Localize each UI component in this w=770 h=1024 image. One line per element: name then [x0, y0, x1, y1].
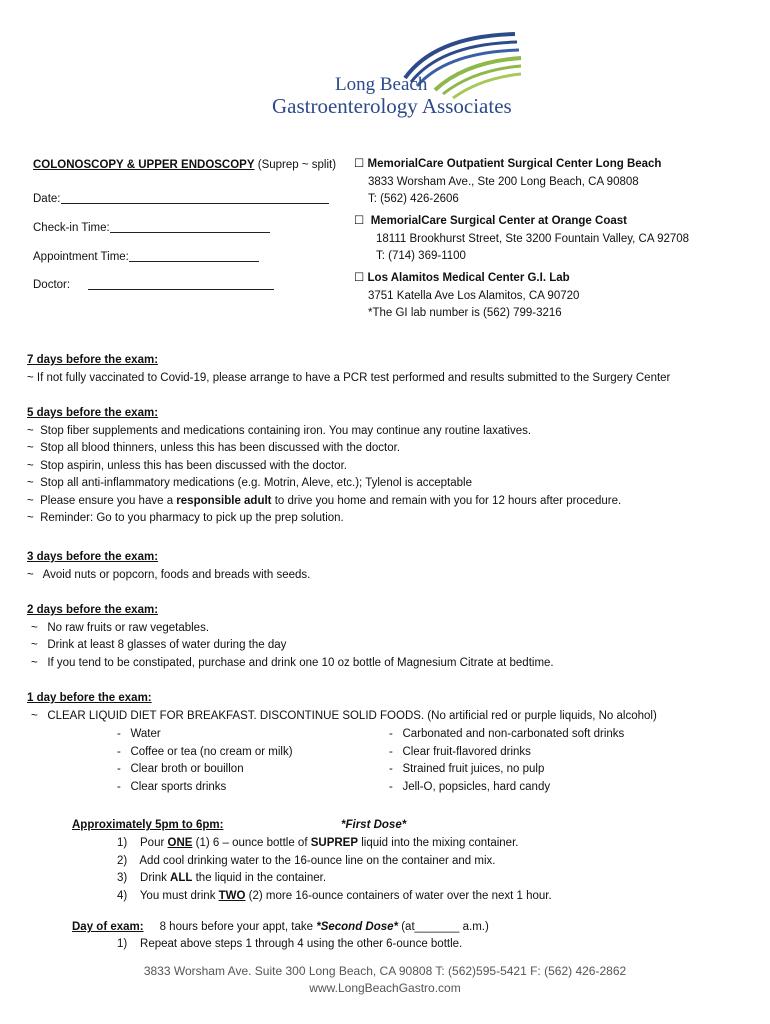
form-title [33, 157, 336, 175]
section-2-days [27, 602, 554, 672]
checkin-label: Check-in Time: [33, 222, 110, 234]
list-item: - Clear fruit-flavored drinks [389, 745, 531, 758]
list-item: ~ Stop fiber supplements and medications containing iron. You may continue any routine laxatives. [27, 424, 532, 437]
location-option-1[interactable] [354, 156, 661, 209]
list-item: ~ CLEAR LIQUID DIET FOR BREAKFAST. DISCONTINUE SOLID FOODS. (No artificial red or purple liquids, No alcohol) [31, 709, 657, 722]
first-dose-title: *First Dose* [341, 819, 407, 831]
date-label: Date: [33, 193, 61, 205]
checkbox-icon[interactable]: ☐ [354, 158, 365, 170]
list-item: - Water [117, 728, 161, 740]
doctor-field[interactable] [33, 277, 274, 295]
section-3-days [27, 549, 310, 584]
list-item: ~ If not fully vaccinated to Covid-19, please arrange to have a PCR test performed and results submitted to the Surgery Center [27, 371, 671, 384]
location-name: MemorialCare Outpatient Surgical Center Long Beach [367, 158, 662, 170]
location-option-3[interactable] [354, 270, 579, 323]
list-item: 2) Add cool drinking water to the 16-ounce line on the container and mix. [117, 854, 496, 867]
section-heading: 3 days before the exam: [27, 551, 159, 563]
list-item: - Clear sports drinks [117, 780, 227, 793]
logo-line-2: Gastroenterology Associates [272, 94, 512, 118]
list-item: 1) Pour ONE (1) 6 – ounce bottle of SUPREP liquid into the mixing container. [117, 837, 519, 849]
location-name: MemorialCare Surgical Center at Orange Coast [370, 215, 627, 227]
clear-liquids-left [117, 726, 293, 796]
location-phone: T: (714) 369-1100 [376, 250, 466, 262]
list-item: ~ Stop all blood thinners, unless this has been discussed with the doctor. [27, 442, 401, 454]
list-item: - Carbonated and non-carbonated soft drinks [389, 728, 625, 740]
section-1-day [27, 690, 657, 725]
location-address: 3833 Worsham Ave., Ste 200 Long Beach, CA 90808 [368, 175, 639, 188]
page-title: COLONOSCOPY & UPPER ENDOSCOPY [33, 159, 255, 171]
list-item: ~ Reminder: Go to you pharmacy to pick up the prep solution. [27, 512, 344, 524]
location-phone: T: (562) 426-2606 [368, 193, 459, 205]
section-heading: 5 days before the exam: [27, 407, 159, 419]
list-item: ~ If you tend to be constipated, purchase and drink one 10 oz bottle of Magnesium Citrate at bedtime. [31, 656, 554, 669]
location-address: 3751 Katella Ave Los Alamitos, CA 90720 [368, 289, 580, 302]
list-item: - Coffee or tea (no cream or milk) [117, 745, 293, 758]
appointment-field[interactable] [33, 249, 259, 267]
list-item: ~ Stop all anti-inflammatory medications (e.g. Motrin, Aleve, etc.); Tylenol is acceptable [27, 477, 472, 489]
title-suffix: (Suprep ~ split) [257, 159, 337, 171]
footer-address: 3833 Worsham Ave. Suite 300 Long Beach, CA 90808 T: (562)595-5421 F: (562) 426-2862 [143, 964, 627, 978]
checkin-field[interactable] [33, 220, 270, 238]
location-phone: *The GI lab number is (562) 799-3216 [368, 307, 562, 319]
footer-website[interactable]: www.LongBeachGastro.com [309, 981, 461, 995]
logo-line-1: Long Beach [335, 74, 428, 95]
list-item: ~ Stop aspirin, unless this has been discussed with the doctor. [27, 459, 347, 472]
appointment-label: Appointment Time: [33, 251, 129, 263]
location-address: 18111 Brookhurst Street, Ste 3200 Fountain Valley, CA 92708 [376, 232, 690, 245]
date-field[interactable] [33, 191, 329, 209]
section-5-days [27, 405, 621, 528]
day-of-exam: Day of exam: 8 hours before your appt, take *Second Dose* (at_______ a.m.) [72, 921, 489, 933]
list-item: ~ Avoid nuts or popcorn, foods and breads with seeds. [27, 568, 311, 581]
clear-liquids-right [389, 726, 624, 796]
list-item: 4) You must drink TWO (2) more 16-ounce containers of water over the next 1 hour. [117, 889, 552, 902]
checkbox-icon[interactable]: ☐ [354, 272, 365, 284]
list-item: ~ Please ensure you have a responsible adult to drive you home and remain with you for 12 hours after procedure. [27, 494, 622, 507]
list-item: - Jell-O, popsicles, hard candy [389, 780, 551, 793]
list-item: - Strained fruit juices, no pulp [389, 763, 545, 775]
location-name: Los Alamitos Medical Center G.I. Lab [367, 272, 570, 284]
section-heading: 1 day before the exam: [27, 692, 152, 704]
location-option-2[interactable] [354, 213, 689, 266]
list-item: 1) Repeat above steps 1 through 4 using the other 6-ounce bottle. [117, 938, 463, 950]
checkbox-icon[interactable]: ☐ [354, 215, 365, 227]
first-dose-steps [117, 835, 552, 905]
section-heading: 7 days before the exam: [27, 354, 159, 366]
doctor-label: Doctor: [33, 279, 71, 291]
first-dose-label: Approximately 5pm to 6pm: [72, 819, 224, 831]
list-item: - Clear broth or bouillon [117, 763, 244, 775]
section-heading: 2 days before the exam: [27, 604, 159, 616]
list-item: ~ No raw fruits or raw vegetables. [31, 621, 210, 634]
list-item: ~ Drink at least 8 glasses of water during the day [31, 639, 287, 651]
section-7-days [27, 352, 670, 387]
list-item: 3) Drink ALL the liquid in the container. [117, 872, 327, 884]
day-of-exam-label: Day of exam: [72, 921, 144, 933]
